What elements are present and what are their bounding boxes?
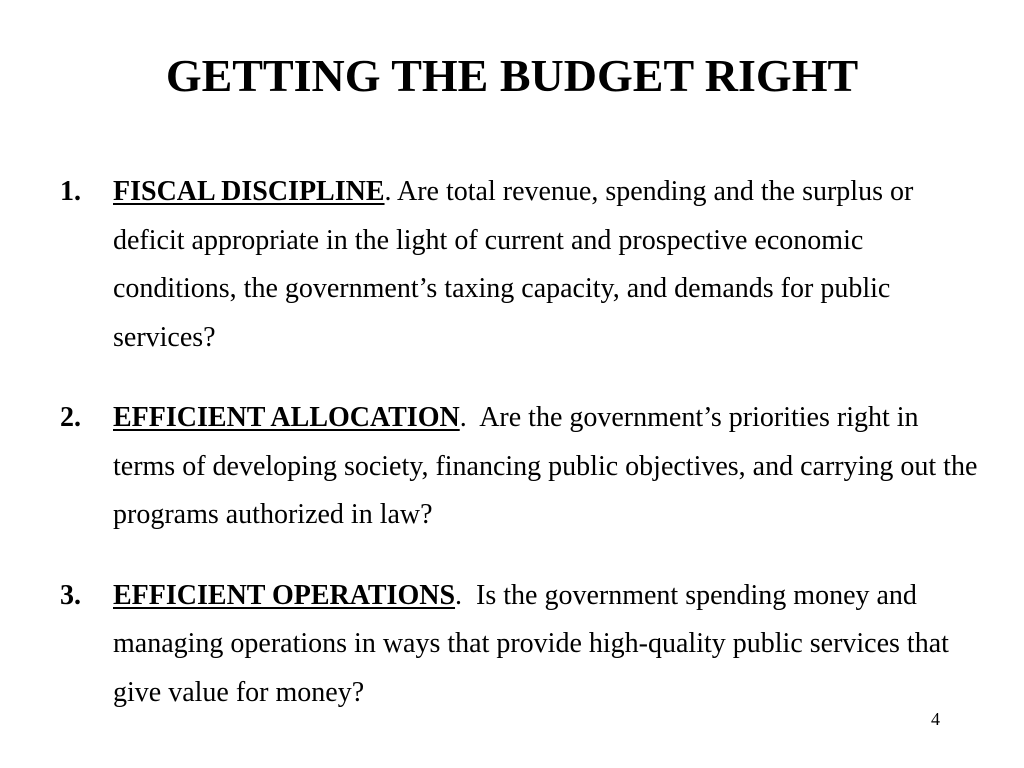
point-number: 2. (60, 402, 81, 433)
point-separator: . (384, 176, 397, 207)
slide-title: GETTING THE BUDGET RIGHT (165, 50, 859, 101)
list-item (60, 168, 980, 362)
point-heading: EFFICIENT OPERATIONS (113, 579, 456, 611)
point-number: 1. (60, 176, 81, 207)
point-separator: . (455, 579, 477, 611)
page-number: 4 (931, 709, 940, 729)
list-item (60, 394, 980, 540)
point-number: 3. (60, 579, 81, 611)
point-heading: FISCAL DISCIPLINE (113, 176, 385, 207)
list-item (60, 572, 980, 718)
point-text: Is the government spending money and managing operations in ways that provide high-quality public services that give value for money? (113, 579, 949, 708)
point-text: Are the government’s priorities right in terms of developing society, financing public objectives, and carrying out the programs authorized in law? (113, 402, 978, 530)
numbered-points-list (60, 168, 980, 749)
point-text: Are total revenue, spending and the surplus or deficit appropriate in the light of current and prospective economic conditions, the government’s taxing capacity, and demands for public services? (113, 176, 914, 353)
point-separator: . (459, 402, 480, 433)
point-heading: EFFICIENT ALLOCATION (113, 402, 460, 433)
